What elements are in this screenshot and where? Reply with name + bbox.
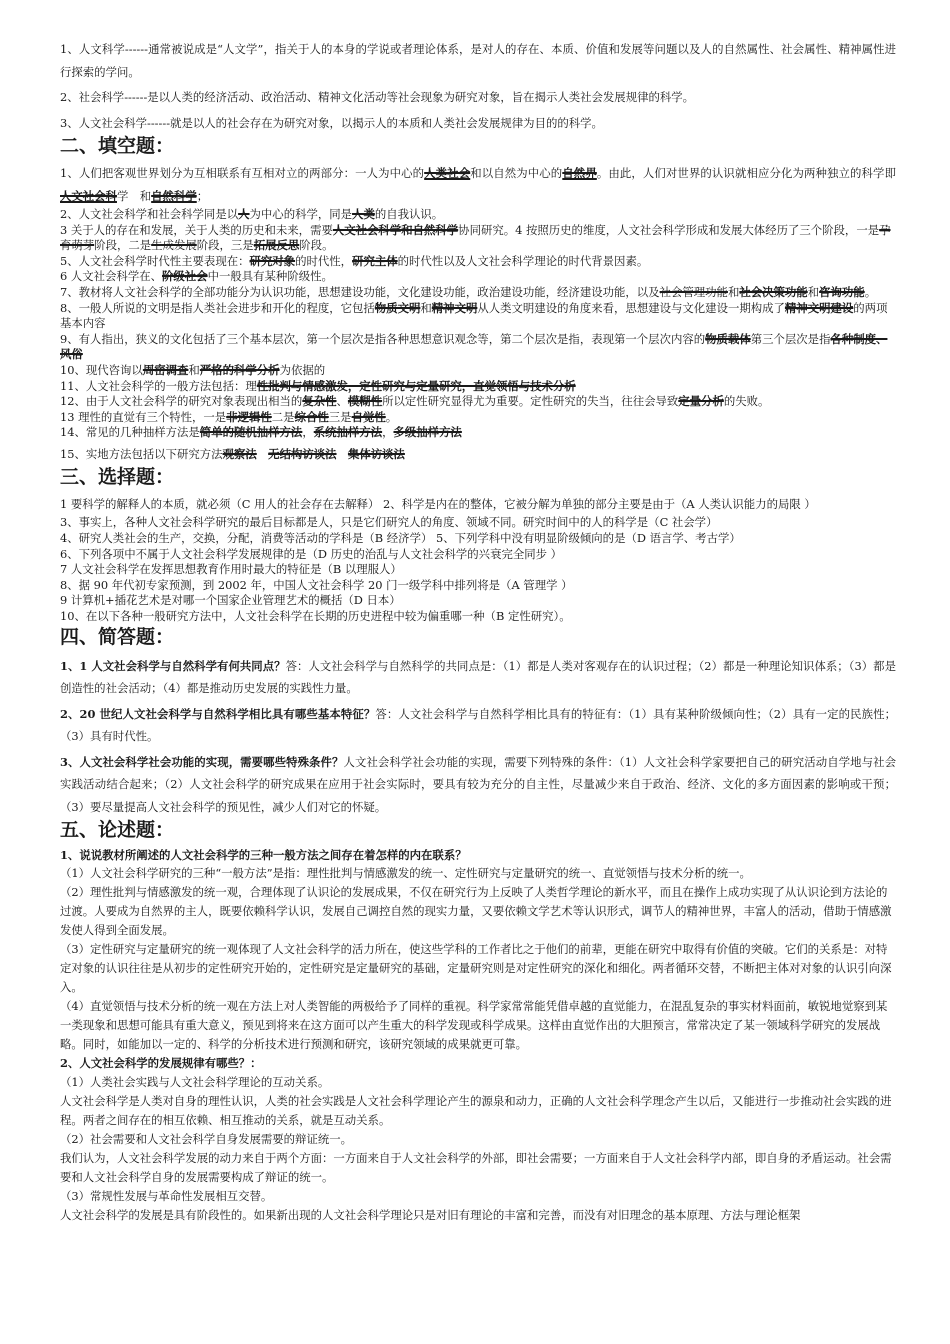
answer: 严格的科学分析	[199, 362, 280, 377]
essay-paragraph: （4）直觉领悟与技术分析的统一观在方法上对人类智能的两极给予了同样的重视。科学家常常能凭借卓越的直觉能力，在混乱复杂的事实材料面前，敏锐地觉察到某一类现象和思想可能具有重大意义，预见到将来在这方面可以产生重大的科学发现或科学成果。这样由直觉作出的大胆预言，常常决定了某一领域科学研究的发展战略。同时，如能加以一定的、科学的分析技术进行预测和研究，该研究领域的成果就更可靠。	[60, 999, 888, 1052]
choice-item: 10、在以下各种一般研究方法中，人文社会科学在长期的历史进程中较为偏重哪一种（B 定性研究）。	[60, 608, 571, 623]
answer: 人类社会	[424, 166, 471, 180]
fill-question-1: 1、人们把客观世界划分为互相联系有互相对立的两部分：一人为中心的人类社会和以自然为中心的自然界。由此，人们对世界的认识就相应分化为两种独立的科学即人文社会科学 和自然科学；	[60, 166, 896, 203]
essay-paragraph: （3）定性研究与定量研究的统一观体现了人文社会科学的活力所在，使这些学科的工作者比之于他们的前辈，更能在研究中取得有价值的突破。它们的关系是：对特定对象的认识往往是从初步的定性研究开始的，定性研究是定量研究的基础，定量研究则是对定性研究的深化和细化。两者循环交替，不断把主体对对象的认识引向深入。	[60, 942, 892, 995]
answer: 定量分析	[678, 394, 724, 409]
answer: 咨询功能	[819, 284, 865, 299]
essay-paragraph: （2）理性批判与情感激发的统一观，合理体现了认识论的发展成果，不仅在研究行为上反映了人类哲学理论的新水平，而且在操作上成功实现了从认识论到方法论的过渡。人要成为自然界的主人，既要依赖科学认识，发展自己调控自然的现实力量，又要依赖文学艺术等认识形式，调节人的精神世界，丰富人的活动，借助于情感激发使人得到全面发展。	[60, 885, 892, 938]
answer: 人文社会科	[60, 188, 117, 203]
answer: 自然科学	[151, 188, 197, 203]
answer: 各种制度、风俗	[60, 331, 888, 362]
short-answer-text: 人文社会科学社会功能的实现，需要下列特殊的条件：（1）人文社会科学家要把自己的研究活动自学地与社会实践活动结合起来；（2）人文社会科学的研究成果在应用于社会实际时，要具有较为充分的自主性，尽量减少来自于政治、经济、文化的多方面因素的影响或干预；（3）要尽量提高人文社会科学的预见性，减少人们对它的怀疑。	[60, 754, 896, 814]
answer: 综合性	[294, 409, 329, 424]
essay-paragraph: （2）社会需要和人文社会科学自身发展需要的辩证统一。	[60, 1132, 353, 1147]
choice-item: 6、下列各项中不属于人文社会科学发展规律的是（D 历史的治乱与人文社会科学的兴衰完全同步 ）	[60, 546, 563, 561]
fill-question-8: 8、一般人所说的文明是指人类社会进步和开化的程度，它包括物质文明和精神文明从人类文明建设的角度来看，思想建设与文化建设一期构成了精神文明建设的两项基本内容	[60, 300, 888, 331]
fill-question-6: 6 人文社会科学在、阶级社会中一般具有某种阶级性。	[60, 269, 333, 284]
fill-question-13: 13 理性的直觉有三个特性，一是非逻辑性二是综合性三是自觉性。	[60, 409, 398, 424]
fill-question-15: 15、实地方法包括以下研究方法观察法 无结构访谈法 集体访谈法	[60, 446, 405, 461]
short-answer-text: 答：人文社会科学与自然科学相比具有的特征有：（1）具有某种阶级倾向性；（2）具有一定的民族性；（3）具有时代性。	[60, 706, 896, 744]
short-answer-2	[60, 703, 896, 748]
essay-paragraph: 人文社会科学是人类对自身的理性认识，人类的社会实践是人文社会科学理论产生的源泉和动力，正确的人文社会科学理念产生以后，又能进行一步推动社会实践的进程。两者之间存在的相互依赖、相互推动的关系，就是互动关系。	[60, 1094, 892, 1128]
essay-paragraph: （1）人类社会实践与人文社会科学理论的互动关系。	[60, 1075, 330, 1090]
intro-paragraph-3: 3、人文社会科学------就是以人的社会存在为研究对象，以揭示人的本质和人类社会发展规律为目的的科学。	[60, 115, 603, 130]
short-question: 2、20 世纪人文社会科学与自然科学相比具有哪些基本特征？	[60, 706, 376, 721]
fill-question-7: 7、教材将人文社会科学的全部功能分为认识功能，思想建设功能，文化建设功能，政治建设功能，经济建设功能，以及社会管理功能和社会决策功能和咨询功能。	[60, 284, 877, 299]
short-question: 3、人文社会科学社会功能的实现，需要哪些特殊条件？	[60, 754, 344, 769]
fill-question-11: 11、人文社会科学的一般方法包括：理性批判与情感激发，定性研究与定量研究，直觉领悟与技术分析	[60, 378, 576, 393]
answer: 拓展反思	[253, 238, 300, 253]
fill-question-10: 10、现代咨询以周密调查和严格的科学分析为依据的	[60, 362, 326, 377]
answer: 多级抽样方法	[393, 425, 462, 440]
answer: 周密调查	[142, 362, 189, 377]
fill-question-2: 2、人文社会科学和社会科学同是以人为中心的科学，同是人类的自我认识。	[60, 207, 444, 221]
answer: 观察法	[222, 446, 257, 461]
answer: 复杂性	[302, 394, 337, 409]
answer: 社会决策功能	[739, 284, 808, 299]
answer: 非逻辑性	[226, 409, 272, 424]
heading-multiple-choice: 三、选择题：	[60, 466, 175, 489]
answer: 无结构访谈法	[268, 446, 337, 461]
essay-paragraph: （1）人文社会科学研究的三种“一般方法”是指：理性批判与情感激发的统一、定性研究与定量研究的统一、直觉领悟与技术分析的统一。	[60, 866, 751, 881]
essay-question-1: 1、说说教材所阐述的人文社会科学的三种一般方法之间存在着怎样的内在联系？	[60, 848, 467, 863]
document-page	[60, 38, 896, 1225]
answer: 阶级社会	[162, 269, 208, 284]
fill-question-3-4: 3 关于人的存在和发展，关于人类的历史和未来，需要人文社会科学和自然科学协同研究。4 按照历史的维度，人文社会科学形成和发展大体经历了三个阶段，一是孕育萌芽阶段，二是生成发展阶段，三是拓展反思阶段。	[60, 222, 891, 253]
fill-question-5: 5、人文社会科学时代性主要表现在：研究对象的时代性，研究主体的时代性以及人文社会科学理论的时代背景因素。	[60, 253, 649, 268]
choice-item: 8、据 90 年代初专家预测，到 2002 年，中国人文社会科学 20 门一级学科中排列将是（A 管理学 ）	[60, 577, 573, 592]
heading-essay: 五、论述题：	[60, 819, 175, 842]
answer: 人类	[352, 207, 375, 221]
fill-question-9: 9、有人指出，狭义的文化包括了三个基本层次，第一个层次是指各种思想意识观念等，第二个层次是指，表现第一个层次内容的物质载体第三个层次是指各种制度、风俗	[60, 331, 888, 362]
intro-paragraph-1: 1、人文科学------通常被说成是“人文学”，指关于人的本身的学说或者理论体系，是对人的存在、本质、价值和发展等问题以及人的自然属性、社会属性、精神属性进行探索的学问。	[60, 42, 896, 79]
essay-paragraph: （3）常规性发展与革命性发展相互交替。	[60, 1189, 273, 1204]
answer: 精神文明	[431, 300, 478, 315]
intro-paragraph-2: 2、社会科学------是以人类的经济活动、政治活动、精神文化活动等社会现象为研究对象，旨在揭示人类社会发展规律的科学。	[60, 90, 695, 104]
essay-paragraph: 人文社会科学的发展是具有阶段性的。如果新出现的人文社会科学理论只是对旧有理论的丰富和完善，而没有对旧理念的基本原理、方法与理论框架	[60, 1208, 801, 1223]
choice-item: 9 计算机+插花艺术是对哪一个国家企业管理艺术的概括（D 日本）	[60, 593, 401, 608]
answer: 性批判与情感激发，定性研究与定量研究，直觉领悟与技术分析	[256, 378, 576, 393]
answer: 人文社会科学和自然科学	[332, 222, 459, 237]
heading-fill-in: 二、填空题：	[60, 135, 175, 157]
answer: 自觉性	[351, 409, 386, 424]
heading-short-answer: 四、简答题：	[60, 625, 175, 648]
answer: 精神文明建设	[784, 300, 854, 315]
answer: 模糊性	[347, 394, 383, 409]
fill-question-14: 14、常见的几种抽样方法是简单的随机抽样方法，系统抽样方法，多级抽样方法	[60, 425, 462, 440]
answer: 集体访谈法	[347, 446, 405, 461]
short-answer-3	[60, 751, 896, 819]
answer: 孕育萌芽	[60, 222, 891, 253]
fill-question-12: 12、由于人文社会科学的研究对象表现出相当的复杂性、模糊性所以定性研究显得尤为重要。定性研究的失当，往往会导致定量分析的失败。	[60, 394, 770, 409]
short-question: 1、1 人文社会科学与自然科学有何共同点？	[60, 658, 286, 673]
answer: 社会管理功能	[659, 284, 728, 299]
choice-item: 7 人文社会科学在发挥思想教育作用时最大的特征是（B 以理服人）	[60, 562, 402, 577]
answer: 物质载体	[705, 331, 751, 346]
answer: 简单的随机抽样方法	[199, 425, 303, 440]
answer: 研究对象	[249, 253, 296, 268]
essay-question-2: 2、人文社会科学的发展规律有哪些？：	[60, 1056, 262, 1071]
choice-item: 4、研究人类社会的生产，交换，分配，消费等活动的学科是（B 经济学） 5、下列学科中没有明显阶级倾向的是（D 语言学、考古学）	[60, 531, 741, 545]
answer: 生成发展	[151, 238, 197, 253]
answer: 人	[238, 207, 250, 221]
choice-list	[60, 493, 896, 624]
answer: 自然界	[562, 166, 597, 180]
answer: 研究主体	[352, 253, 398, 268]
short-answer-text: 答：人文社会科学与自然科学的共同点是：（1）都是人类对客观存在的认识过程；（2）都是一种理论知识体系；（3）都是创造性的社会活动；（4）都是推动历史发展的实践性力量。	[60, 658, 896, 696]
choice-item: 3、事实上，各种人文社会科学研究的最后目标都是人，只是它们研究人的角度、领域不同。研究时间中的人的科学是（C 社会学）	[60, 515, 718, 530]
answer: 物质文明	[374, 300, 421, 315]
answer: 系统抽样方法	[313, 425, 383, 440]
essay-paragraph: 我们认为，人文社会科学发展的动力来自于两个方面：一方面来自于人文社会科学的外部，即社会需要；一方面来自于人文社会科学内部，即自身的矛盾运动。社会需要和人文社会科学自身的发展需要构成了辩证的统一。	[60, 1151, 892, 1185]
short-answer-1	[60, 655, 896, 700]
choice-item: 1 要科学的解释人的本质，就必须（C 用人的社会存在去解释） 2、科学是内在的整体，它被分解为单独的部分主要是由于（A 人类认识能力的局限 ）	[60, 497, 816, 512]
